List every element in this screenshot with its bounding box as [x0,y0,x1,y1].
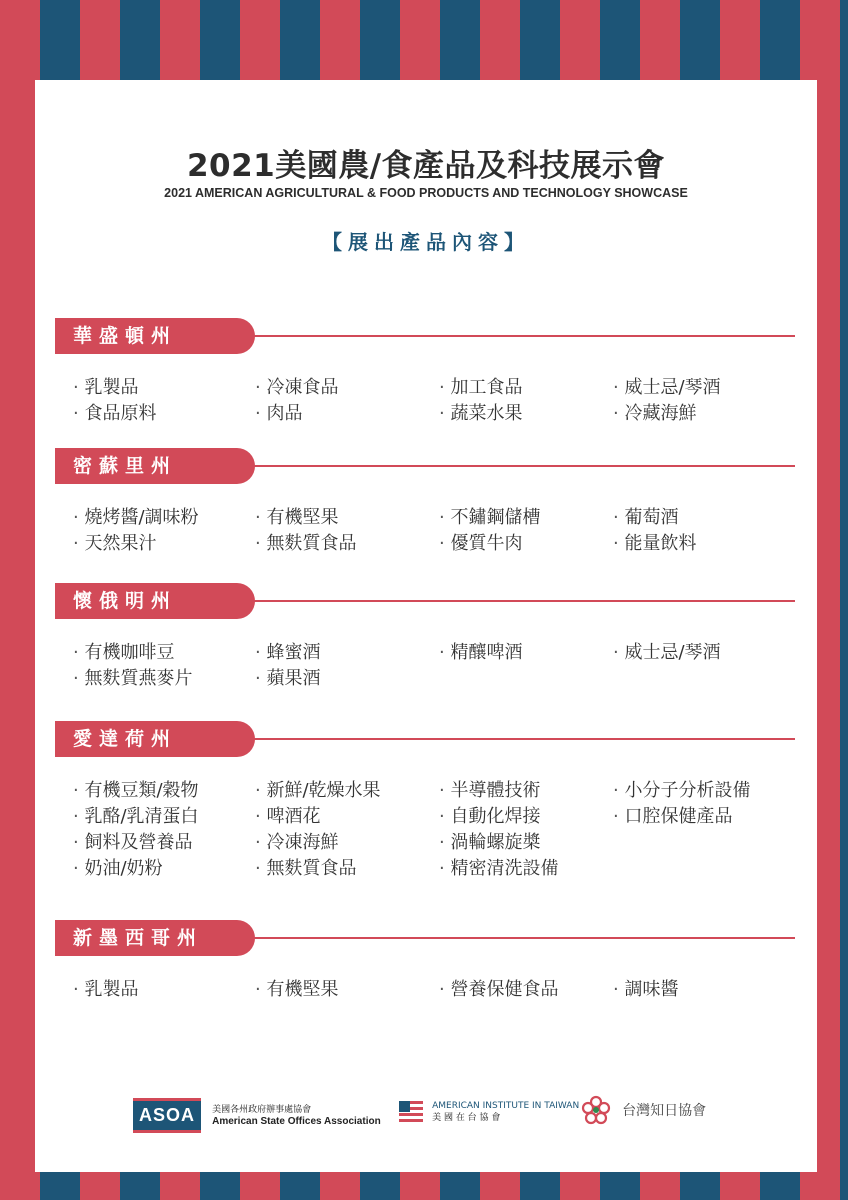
taiwan-japan-name: 台灣知日協會 [622,1103,707,1119]
divider-line [250,335,795,337]
divider-line [250,738,795,740]
product-item: · 蘋果酒 [255,666,320,692]
ait-logo [399,1100,579,1124]
product-item: · 奶油/奶粉 [73,856,163,882]
product-item: · 乳製品 [73,375,138,401]
asoa-mark: ASOA [133,1098,201,1133]
state-heading: 懷俄明州 [55,583,255,619]
state-heading: 愛達荷州 [55,721,255,757]
product-item: · 有機咖啡豆 [73,640,174,666]
sponsor-logos [35,1092,817,1132]
asoa-name-zh: 美國各州政府辦事處協會 [212,1104,312,1115]
product-item: · 威士忌/琴酒 [613,375,721,401]
ait-name-zh: 美 國 在 台 協 會 [432,1113,501,1123]
product-item: · 蜂蜜酒 [255,640,320,666]
poster-panel [35,80,817,1172]
state-heading: 華盛頓州 [55,318,255,354]
product-item: · 飼料及營養品 [73,830,192,856]
divider-line [250,600,795,602]
product-item: · 肉品 [255,401,302,427]
product-item: · 葡萄酒 [613,505,678,531]
product-item: · 冷凍海鮮 [255,830,338,856]
product-item: · 乳製品 [73,977,138,1003]
product-item: · 小分子分析設備 [613,778,750,804]
section-heading: 【展出產品內容】 [322,230,530,254]
flower-icon [581,1095,611,1125]
product-item: · 精釀啤酒 [439,640,522,666]
page-title-english: 2021 AMERICAN AGRICULTURAL & FOOD PRODUCTS AND TECHNOLOGY SHOWCASE [164,186,688,200]
product-item: · 調味醬 [613,977,678,1003]
product-item: · 無麩質食品 [255,531,356,557]
divider-line [250,465,795,467]
state-section [55,721,795,885]
product-item: · 無麩質食品 [255,856,356,882]
product-item: · 食品原料 [73,401,156,427]
product-item: · 冷藏海鮮 [613,401,696,427]
state-section [55,920,795,1084]
product-item: · 口腔保健產品 [613,804,732,830]
product-item: · 半導體技術 [439,778,540,804]
product-item: · 營養保健食品 [439,977,558,1003]
state-heading: 密蘇里州 [55,448,255,484]
product-item: · 啤酒花 [255,804,320,830]
product-item: · 有機堅果 [255,505,338,531]
product-item: · 有機堅果 [255,977,338,1003]
ait-name-en: AMERICAN INSTITUTE IN TAIWAN [432,1101,580,1111]
divider-line [250,937,795,939]
asoa-name-en: American State Offices Association [212,1115,381,1127]
product-item: · 天然果汁 [73,531,156,557]
page-title: 2021美國農/食產品及科技展示會 [186,148,666,184]
asoa-logo [133,1098,381,1133]
product-item: · 自動化焊接 [439,804,540,830]
us-flag-icon [399,1101,423,1123]
product-item: · 加工食品 [439,375,522,401]
product-item: · 精密清洗設備 [439,856,558,882]
product-item: · 有機豆類/穀物 [73,778,199,804]
product-item: · 新鮮/乾燥水果 [255,778,381,804]
product-item: · 不鏽鋼儲槽 [439,505,540,531]
product-item: · 乳酪/乳清蛋白 [73,804,199,830]
product-item: · 能量飲料 [613,531,696,557]
product-item: · 無麩質燕麥片 [73,666,192,692]
product-item: · 優質牛肉 [439,531,522,557]
taiwan-japan-logo [581,1095,706,1125]
product-item: · 燒烤醬/調味粉 [73,505,199,531]
product-item: · 冷凍食品 [255,375,338,401]
product-item: · 威士忌/琴酒 [613,640,721,666]
product-item: · 蔬菜水果 [439,401,522,427]
state-heading: 新墨西哥州 [55,920,255,956]
product-item: · 渦輪螺旋槳 [439,830,540,856]
